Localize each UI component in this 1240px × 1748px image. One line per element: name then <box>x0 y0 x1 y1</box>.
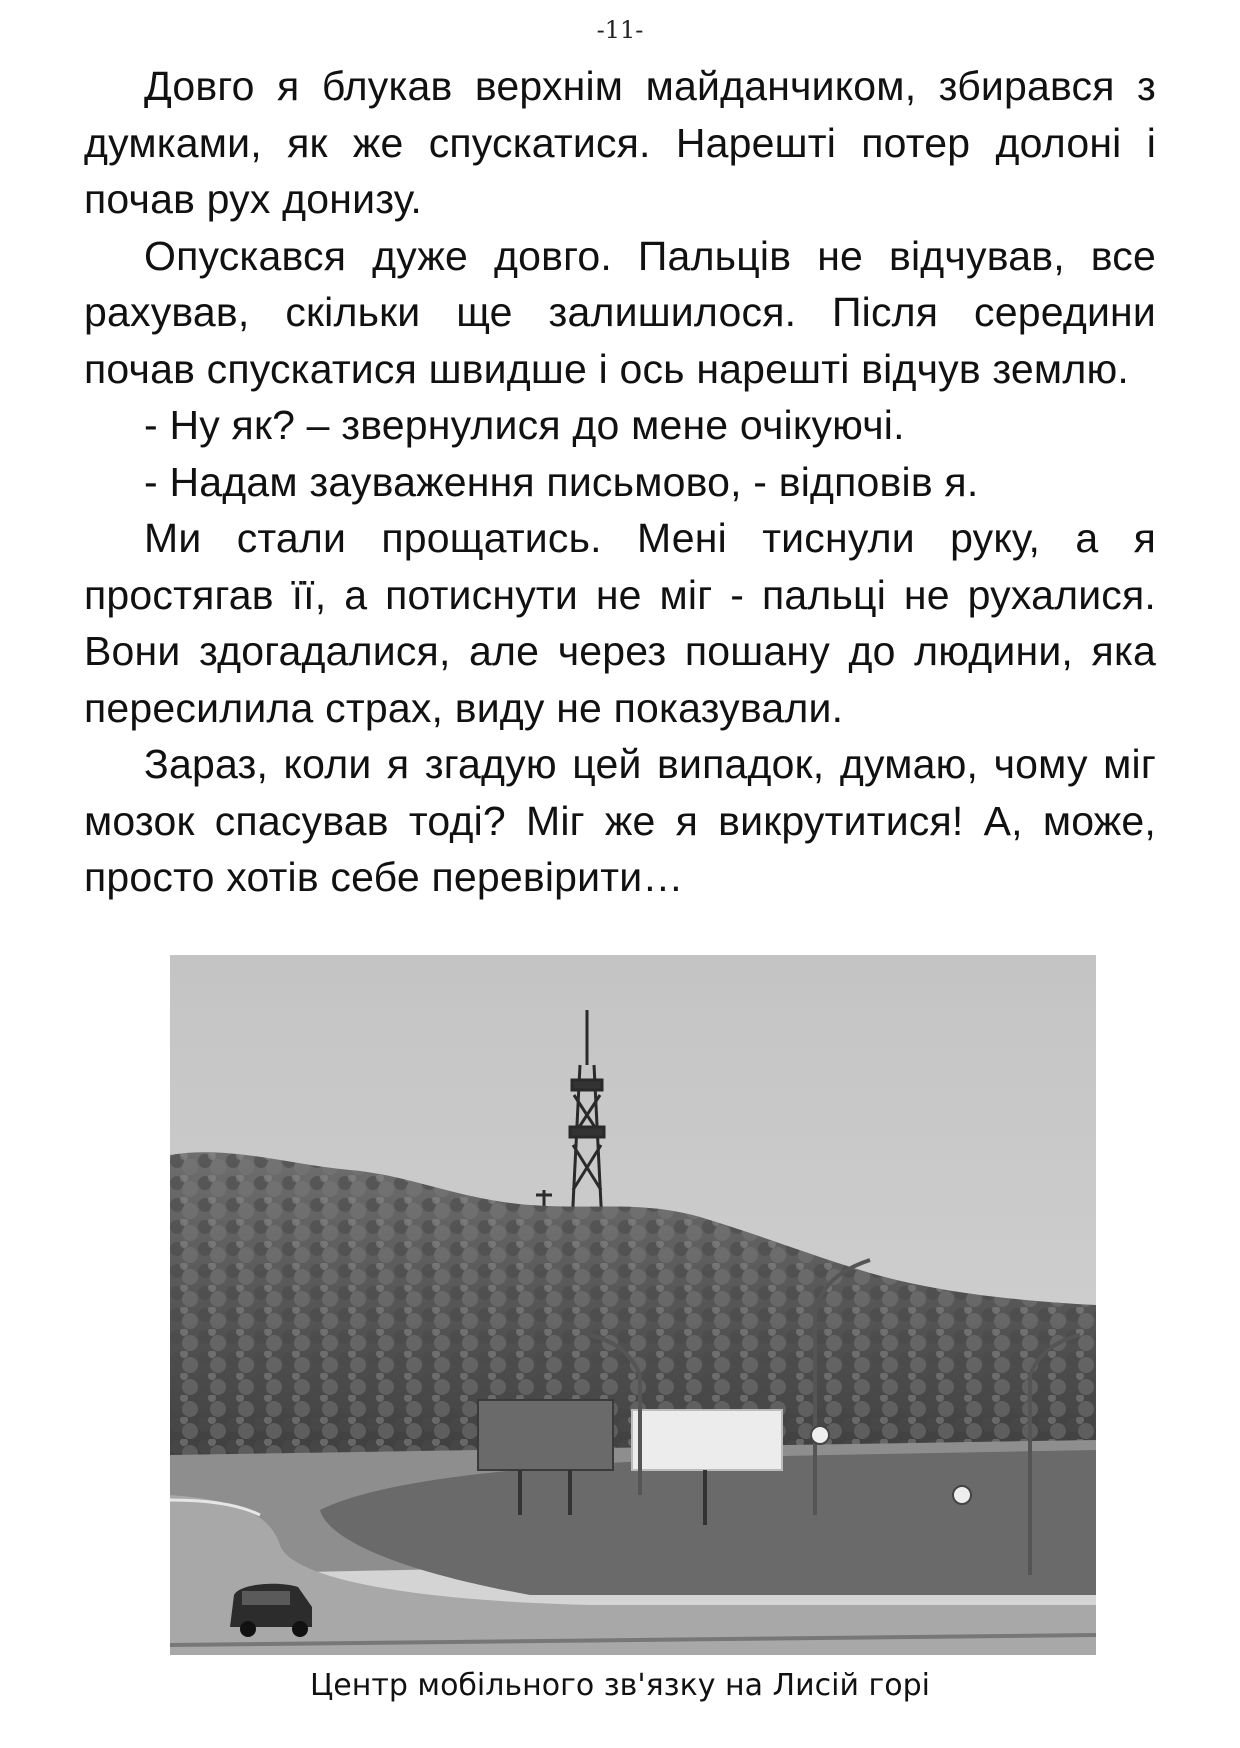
text-body <box>84 58 1156 906</box>
paragraph: Зараз, коли я згадую цей випадок, думаю, чому міг мозок спасував тоді? Міг же я викрутитися! А, може, просто хотів себе перевірити… <box>84 741 1156 900</box>
hill-photo <box>170 955 1096 1655</box>
paragraph: - Ну як? – звернулися до мене очікуючі. <box>144 402 905 448</box>
figure-caption: Центр мобільного зв'язку на Лисій горі <box>310 1668 930 1703</box>
page-number: -11- <box>596 16 644 44</box>
hill-photo-illustration <box>170 955 1096 1655</box>
paragraph: Ми стали прощатись. Мені тиснули руку, а я простягав її, а потиснути не міг - пальці не рухалися. Вони здогадалися, але через пошану до людини, яка пересилила страх, виду не показували. <box>84 515 1156 731</box>
paragraph: Опускався дуже довго. Пальців не відчував, все рахував, скільки ще залишилося. Після середини почав спускатися швидше і ось нарешті відчув землю. <box>84 232 1156 392</box>
paragraph: Довго я блукав верхнім майданчиком, збирався з думками, як же спускатися. Нарешті потер долоні і почав рух донизу. <box>84 63 1156 222</box>
paragraph: - Надам зауваження письмово, - відповів я. <box>144 458 979 505</box>
